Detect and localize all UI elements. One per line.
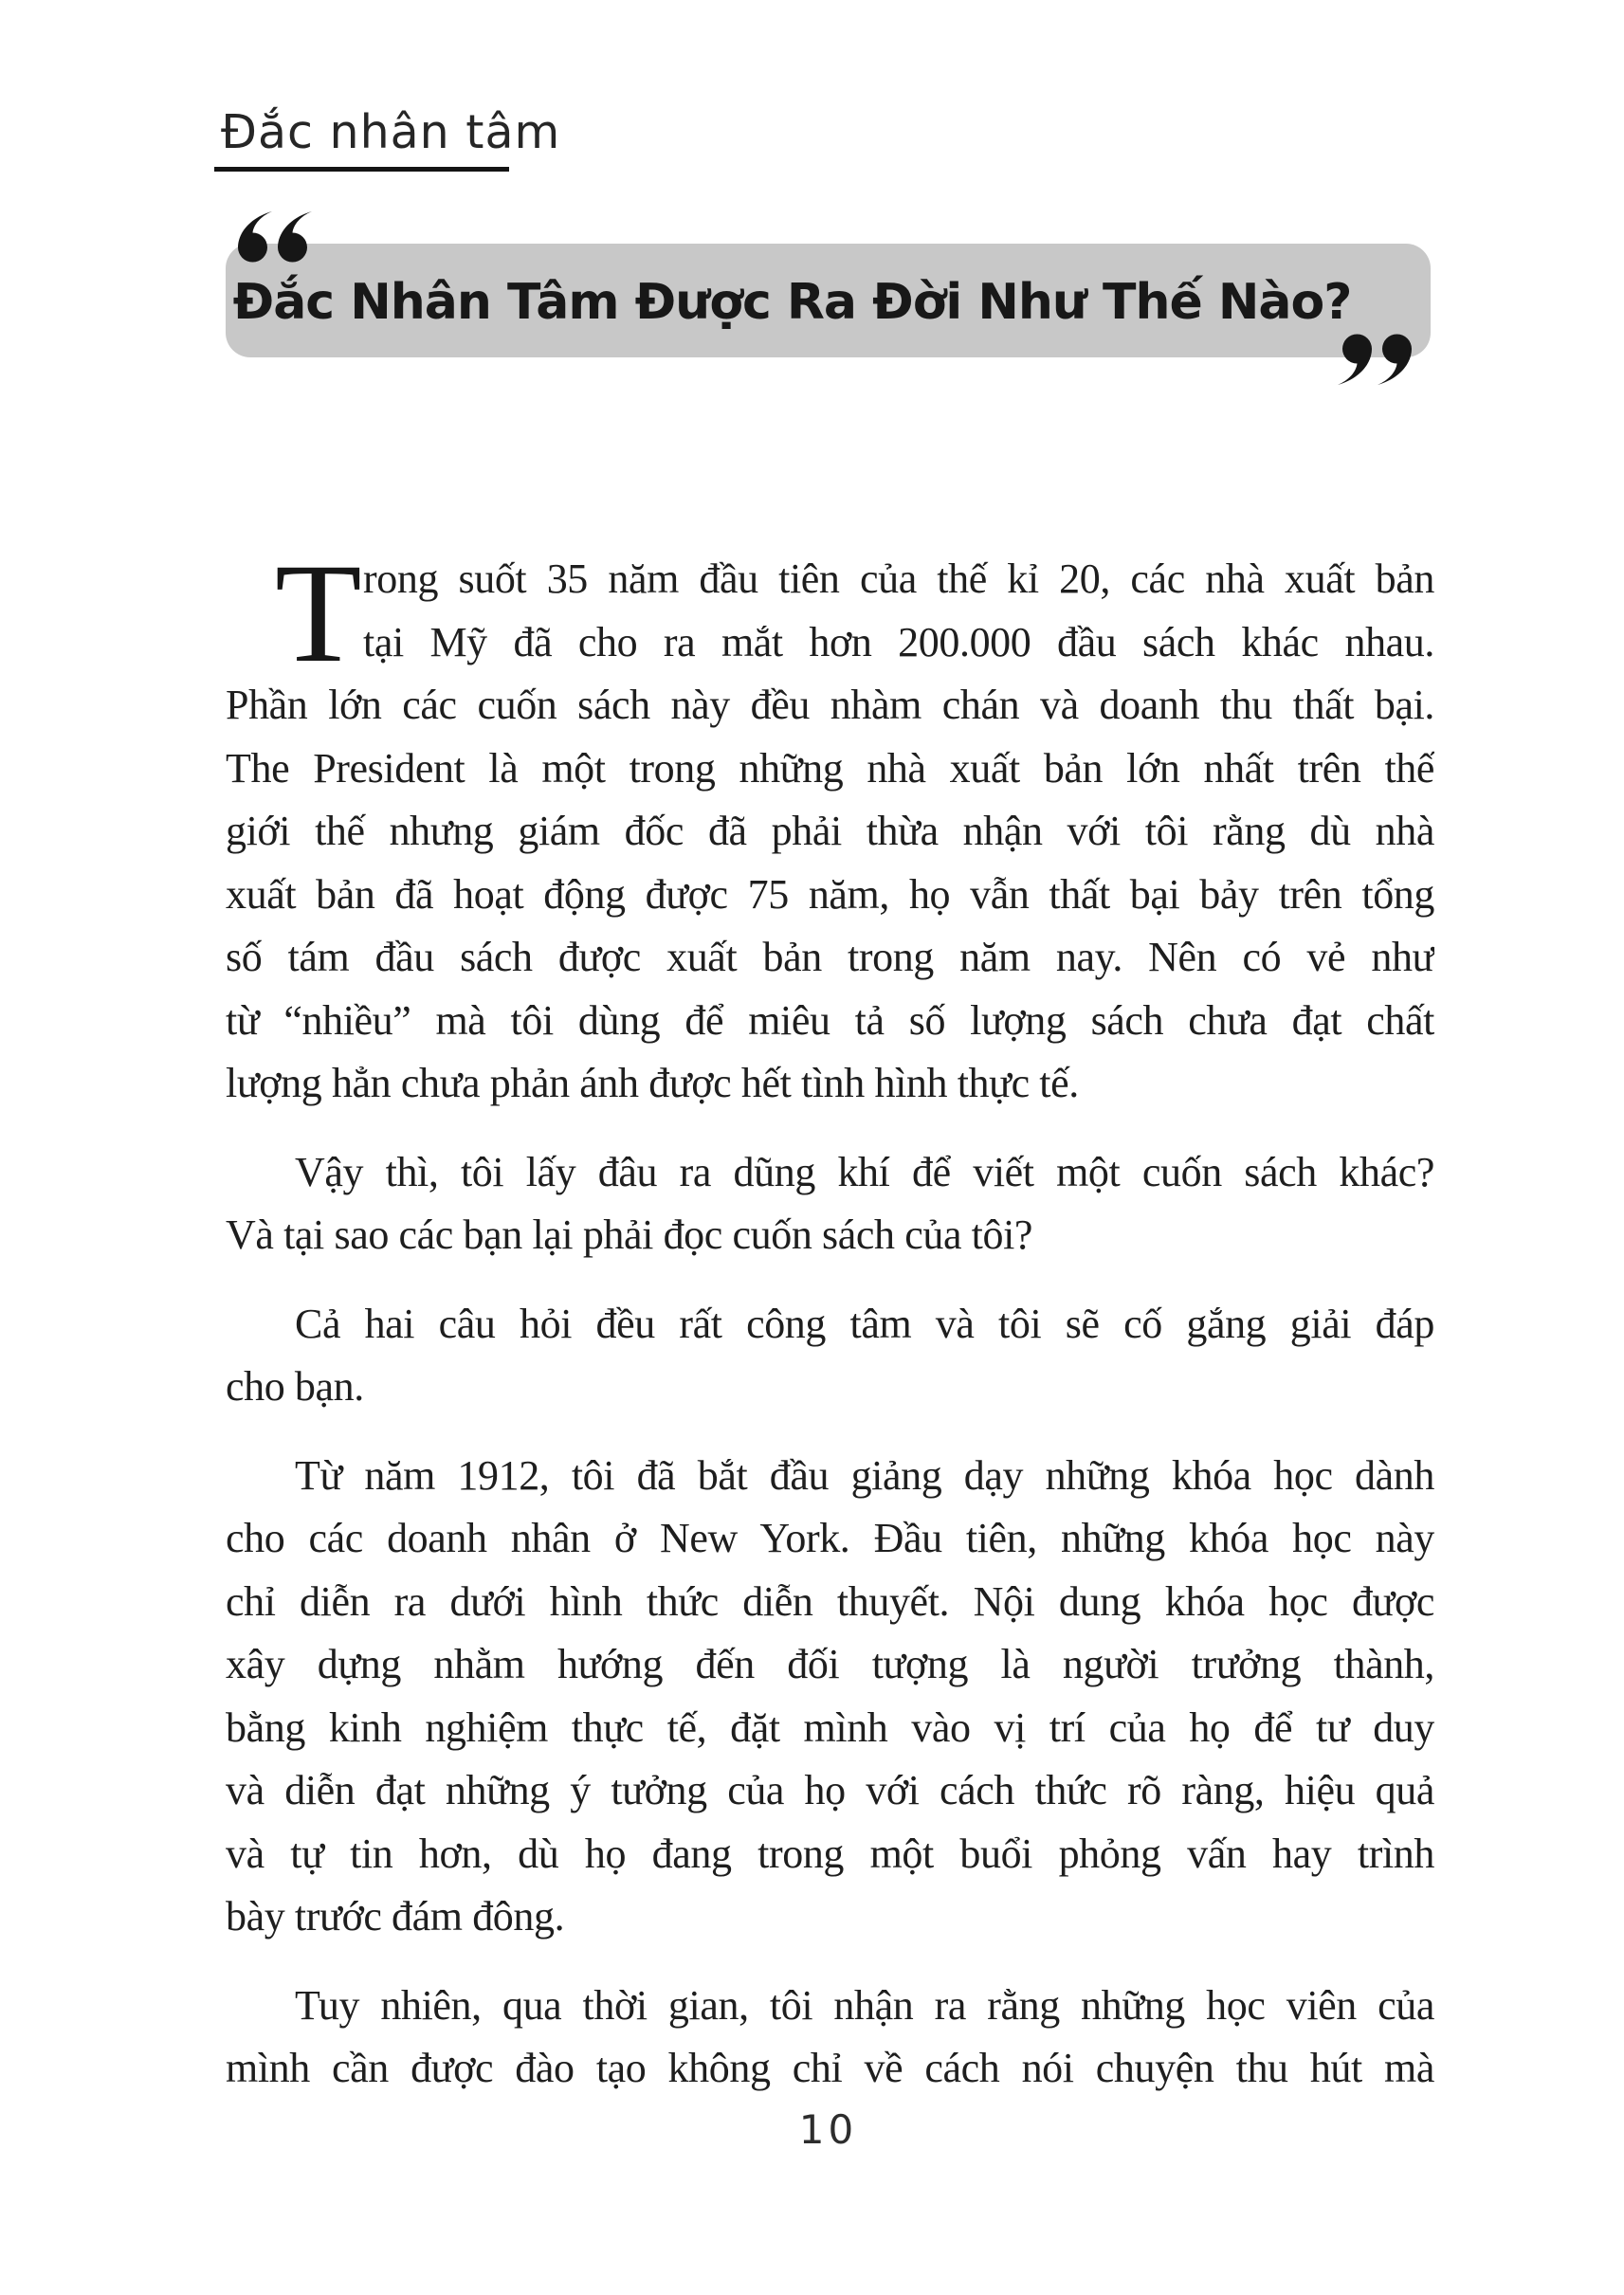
text-line: lượng hẳn chưa phản ánh được hết tình hình thực tế. [226,1060,1079,1106]
text-line: rong suốt 35 năm đầu tiên của thế kỉ 20, các nhà xuất bản [363,556,1434,602]
text-line: mình cần được đào tạo không chỉ về cách nói chuyện thu hút mà [226,2045,1434,2091]
text-line: The President là một trong những nhà xuất bản lớn nhất trên thế [226,744,1434,792]
text-line: xuất bản đã hoạt động được 75 năm, họ vẫn thất bại bảy trên tổng [226,870,1434,918]
text-line: Từ năm 1912, tôi đã bắt đầu giảng dạy những khóa học dành [295,1451,1434,1499]
text-line: từ “nhiều” mà tôi dùng để miêu tả số lượng sách chưa đạt chất [226,996,1434,1044]
text-line: Phần lớn các cuốn sách này đều nhàm chán và doanh thu thất bại. [226,682,1434,728]
paragraph [226,1141,1434,1267]
paragraph [226,1445,1434,1949]
text-line: Tuy nhiên, qua thời gian, tôi nhận ra rằng những học viên của [295,1981,1434,2029]
text-line: Cả hai câu hỏi đều rất công tâm và tôi sẽ cố gắng giải đáp [295,1300,1434,1347]
header-rule-divider [214,167,509,172]
text-line: xây dựng nhằm hướng đến đối tượng là người trưởng thành, [226,1641,1434,1687]
text-line: tại Mỹ đã cho ra mắt hơn 200.000 đầu sách khác nhau. [363,618,1434,665]
text-line: bằng kinh nghiệm thực tế, đặt mình vào vị trí của họ để tư duy [226,1703,1434,1751]
text-line: và tự tin hơn, dù họ đang trong một buổi phỏng vấn hay trình [226,1830,1434,1877]
drop-cap: T [275,535,362,692]
text-line: và diễn đạt những ý tưởng của họ với cách thức rõ ràng, hiệu quả [226,1767,1434,1813]
text-line: Và tại sao các bạn lại phải đọc cuốn sách của tôi? [226,1211,1033,1258]
paragraph [226,535,1434,1116]
page-number: 10 [798,2106,858,2153]
paragraph [226,1293,1434,1419]
text-line: Vậy thì, tôi lấy đâu ra dũng khí để viết một cuốn sách khác? [295,1148,1434,1195]
text-line: cho bạn. [226,1363,364,1410]
chapter-title: Đắc Nhân Tâm Được Ra Đời Như Thế Nào? [232,274,1352,331]
text-line: cho các doanh nhân ở New York. Đầu tiên, những khóa học này [226,1515,1434,1561]
close-quote-icon [1337,333,1413,386]
open-quote-icon [237,210,313,264]
running-header: Đắc nhân tâm [221,105,561,159]
text-line: bày trước đám đông. [226,1893,565,1940]
text-line: chỉ diễn ra dưới hình thức diễn thuyết. Nội dung khóa học được [226,1577,1434,1625]
chapter-title-banner [226,244,1431,357]
paragraph [226,1975,1434,2101]
text-line: số tám đầu sách được xuất bản trong năm nay. Nên có vẻ như [226,934,1434,980]
text-line: giới thế nhưng giám đốc đã phải thừa nhận với tôi rằng dù nhà [226,808,1434,854]
body-text [226,535,1434,2101]
